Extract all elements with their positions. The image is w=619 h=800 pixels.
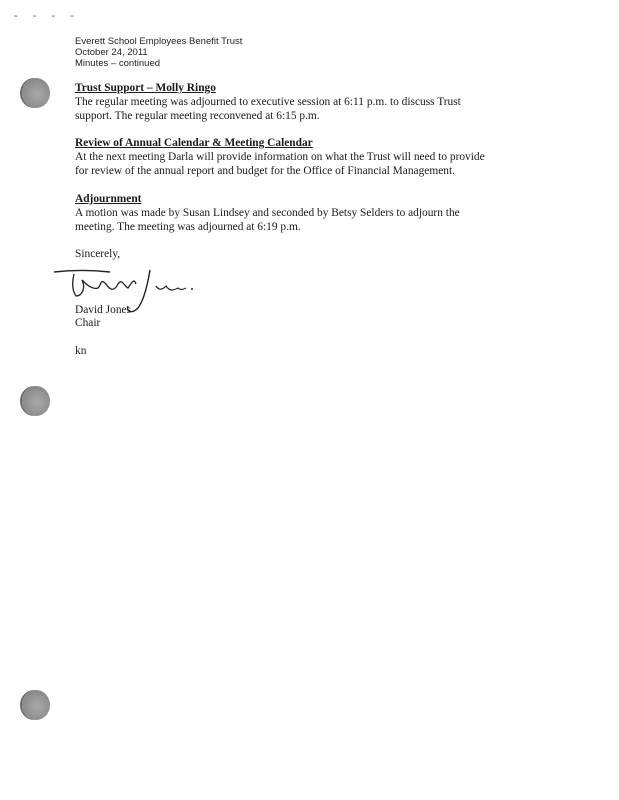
meeting-date: October 24, 2011 xyxy=(75,47,148,58)
document-header xyxy=(75,36,242,69)
body-line: At the next meeting Darla will provide information on what the Trust will need to provide xyxy=(75,151,485,163)
section-body xyxy=(75,150,545,178)
section-heading: Review of Annual Calendar & Meeting Calendar xyxy=(75,137,313,149)
typist-initials: kn xyxy=(75,345,87,357)
section-adjournment xyxy=(75,192,545,234)
body-line: A motion was made by Susan Lindsey and seconded by Betsy Selders to adjourn the xyxy=(75,207,460,219)
body-line: for review of the annual report and budget for the Office of Financial Management. xyxy=(75,165,455,177)
section-review-calendar xyxy=(75,136,545,178)
scan-marks: - - - - xyxy=(14,10,80,22)
punch-hole-bottom xyxy=(22,690,50,720)
punch-hole-middle xyxy=(22,386,50,416)
closing-salutation: Sincerely, xyxy=(75,248,121,260)
body-line: meeting. The meeting was adjourned at 6:19 p.m. xyxy=(75,221,301,233)
signatory-title: Chair xyxy=(75,317,101,329)
signatory-block xyxy=(75,304,131,330)
section-body xyxy=(75,95,545,123)
signatory-name: David Jones xyxy=(75,304,131,316)
body-line: The regular meeting was adjourned to executive session at 6:11 p.m. to discuss Trust xyxy=(75,96,461,108)
body-line: support. The regular meeting reconvened at 6:15 p.m. xyxy=(75,110,320,122)
section-body xyxy=(75,206,545,234)
section-heading: Adjournment xyxy=(75,193,142,205)
document-subtitle: Minutes – continued xyxy=(75,58,161,69)
section-trust-support xyxy=(75,81,545,123)
organization-name: Everett School Employees Benefit Trust xyxy=(75,36,243,47)
punch-hole-top xyxy=(22,78,50,108)
section-heading: Trust Support – Molly Ringo xyxy=(75,82,216,94)
